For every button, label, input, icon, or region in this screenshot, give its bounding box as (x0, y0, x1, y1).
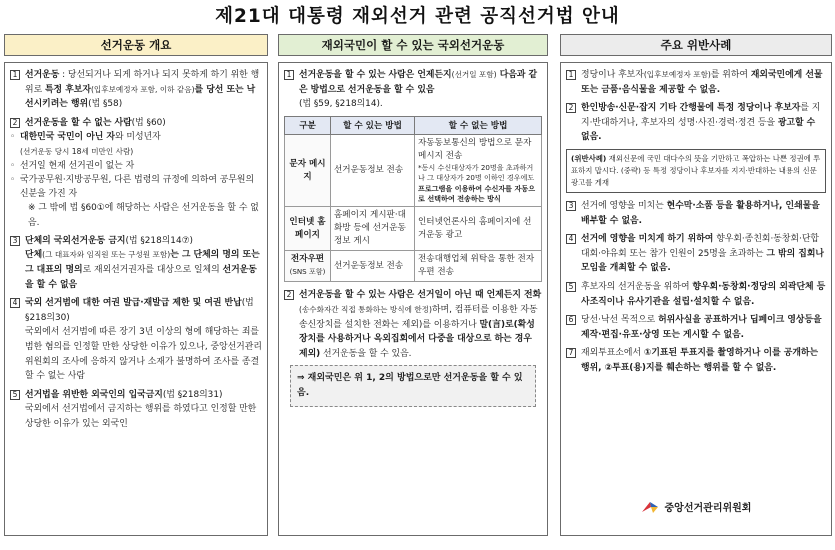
row-allowed: 홈페이지 게시판·대화방 등에 선거운동정보 게시 (331, 207, 415, 251)
item-number: 6 (566, 315, 576, 325)
item-bold: 선거에 영향을 미치게 하기 위하여 (581, 234, 714, 245)
violations-column (560, 34, 832, 536)
item-note: (선거일 포함) (451, 70, 497, 79)
example-text: 재외신문에 국민 대다수의 뜻을 기만하고 폭압하는 나쁜 정권에 투표하지 맙시다. (중략) 등 특정 정당이나 후보자를 지지·반대하는 내용의 신문광고를 게재 (571, 153, 821, 187)
col-not-allowed: 할 수 없는 방법 (415, 116, 542, 134)
item-bold: 허위사실을 공표하거나 딥페이크 영상등을 제작·편집·유포·상영 또는 게시할 수 없음. (581, 315, 822, 340)
allowed-campaign-header: 재외국민이 할 수 있는 국외선거운동 (278, 34, 548, 56)
row-not-allowed-text: 자동동보통신의 방법으로 문자메시지 전송 (418, 137, 532, 161)
row-not-allowed (415, 134, 542, 207)
violation-item-4 (566, 232, 826, 276)
table-header-row (285, 116, 542, 134)
overview-item-4 (10, 296, 262, 384)
item-bold-2: 그 밖의 집회나 모임을 개최할 수 없음. (581, 248, 824, 274)
violation-item-5 (566, 280, 826, 309)
page-title: 제21대 대통령 재외선거 관련 공직선거법 안내 (215, 6, 620, 27)
item-bold-3: 선거운동을 할 수 없음 (25, 264, 257, 290)
violation-item-6 (566, 313, 826, 342)
nec-logo-icon (641, 500, 659, 517)
item-heading: 선거운동을 할 수 없는 사람 (25, 117, 132, 128)
item-number: 2 (284, 290, 294, 300)
item-number: 2 (10, 118, 20, 128)
summary-box: ⇒ 재외국민은 위 1, 2의 방법으로만 선거운동을 할 수 있음. (290, 365, 536, 407)
definition-text: : 당선되거나 되게 하거나 되지 못하게 하기 위한 행위로 (25, 70, 260, 95)
item-text: 향우회·종친회·동창회·단합대회·야유회 또는 참가 인원이 25명을 초과하는 (581, 234, 819, 259)
table-row (285, 134, 542, 207)
item-text: 후보자의 선거운동을 위하여 (581, 281, 693, 292)
item-bold: 말(言)로(확성장치를 사용하거나 옥외집회에서 다중을 대상으로 하는 경우 제외) (299, 319, 535, 359)
violations-header: 주요 위반사례 (560, 34, 832, 56)
row-kind: 인터넷 홈페이지 (285, 207, 331, 251)
row-footnote (418, 163, 538, 205)
item-number: 5 (566, 282, 576, 292)
item-heading-2: 다음과 같은 방법으로 선거운동을 할 수 있음 (299, 70, 538, 95)
bullet-bold: 대한민국 국민이 아닌 자 (20, 132, 116, 143)
bullet-text: 국가공무원·지방공무원, 다른 법령의 규정에 의하여 공무원의 신분을 가진 자 (20, 174, 255, 200)
item-note: (그 대표자와 임직원 또는 구성원 포함) (42, 250, 171, 260)
item-note: (송수화자간 직접 통화하는 방식에 한정) (299, 305, 432, 314)
col-type: 구분 (285, 116, 331, 134)
item-text: 국외에서 선거법에서 금지하는 행위를 하였다고 인정할 만한 상당한 이유가 있는 외국인 (25, 404, 257, 429)
footnote-text: *동시 수신대상자가 20명을 초과하거나 그 대상자가 20명 이하인 경우에도 (418, 162, 535, 183)
item-number: 7 (566, 348, 576, 358)
item-text: 를 지지·반대하거나, 후보자의 성명·사진·경력·정견 등을 (581, 103, 821, 128)
item-number: 1 (10, 70, 20, 80)
footnote-bold: 프로그램을 이용하여 수신자를 자동으로 선택하여 전송하는 방식 (418, 183, 536, 203)
commission-name: 중앙선거관리위원회 (664, 503, 752, 514)
row-kind (285, 251, 331, 282)
item-heading: 선거운동을 할 수 있는 사람은 선거일이 아닌 때 언제든지 전화 (299, 290, 542, 301)
overview-box (4, 62, 268, 536)
row-allowed: 선거운동정보 전송 (331, 251, 415, 282)
item-bold-2: 는 그 단체의 명의 또는 그 대표의 명의 (25, 250, 260, 275)
violation-item-1 (566, 68, 826, 97)
item-text: 당선·낙선 목적으로 (581, 315, 659, 326)
item-bold: 한인방송·신문·잡지 기타 간행물에 특정 정당이나 후보자 (581, 103, 801, 114)
violation-item-7 (566, 346, 826, 375)
item-heading: 선거운동을 할 수 있는 사람은 언제든지 (299, 70, 452, 80)
allowed-campaign-box (278, 62, 548, 536)
law-reference: (법 §218의14⑦) (125, 235, 194, 246)
item-text: 재외투표소에서 (581, 348, 644, 359)
definition-bold-2: 를 당선 또는 낙선시키려는 행위 (25, 84, 256, 110)
law-reference: (법 §59, §218의14). (299, 99, 383, 110)
overview-item-3 (10, 234, 262, 292)
item-text: 하며, 컴퓨터를 이용한 자동 송신장치를 설치한 전화는 제외)를 이용하거나 (299, 305, 538, 330)
overview-item-5 (10, 388, 262, 432)
item-text: 로 재외선거권자를 대상으로 일체의 (82, 264, 223, 275)
definition-bold: 특정 후보자 (44, 84, 91, 95)
bullet-minor-note (10, 145, 262, 159)
example-box (566, 149, 826, 193)
commission-signature (561, 499, 831, 517)
item-heading: 선거법을 위반한 외국인의 입국금지 (25, 389, 163, 400)
item-number: 1 (566, 70, 576, 80)
methods-table (284, 116, 542, 283)
allowed-campaign-column (278, 34, 548, 536)
overview-item-2 (10, 116, 262, 230)
row-allowed: 선거운동정보 전송 (331, 134, 415, 207)
item-bold-2: 광고할 수 없음. (581, 117, 816, 143)
example-label: (위반사례) (571, 153, 607, 163)
law-reference: (법 §60) (131, 117, 166, 128)
overview-item-1 (10, 68, 262, 112)
bullet-foreigner: ◦ 대한민국 국민이 아닌 자와 미성년자 (10, 132, 161, 143)
term-label: 선거운동 (25, 70, 60, 80)
item-bold: 현수막·소품 등을 활용하거나, 인쇄물을 배부할 수 없음. (581, 200, 820, 226)
col-allowed: 할 수 있는 방법 (331, 116, 415, 134)
bullet-no-vote: ◦ 선거일 현재 선거권이 없는 자 (10, 160, 135, 171)
bullet-official: ◦ 국가공무원·지방공무원, 다른 법령의 규정에 의하여 공무원의 신분을 가진 자 (10, 174, 255, 200)
law-reference: (법 §58) (88, 99, 123, 110)
item-bold: 재외국민에게 선물 또는 금품·음식물을 제공할 수 없음. (581, 70, 823, 95)
item-number: 4 (566, 234, 576, 244)
bullet-text: 선거일 현재 선거권이 없는 자 (20, 160, 135, 171)
item-number: 4 (10, 298, 20, 308)
overview-column (4, 34, 268, 536)
item-note: (입후보예정자 포함) (643, 70, 711, 79)
table-row (285, 251, 542, 282)
item-text-2: 선거운동을 할 수 있음. (320, 348, 412, 359)
law-reference: (법 §218의30) (25, 298, 254, 323)
violation-item-3 (566, 199, 826, 228)
row-kind-sub: (SNS 포함) (289, 267, 326, 277)
allowed-item-2 (284, 288, 542, 361)
item-number: 5 (10, 390, 20, 400)
item-bold: 향우회·동창회·정당의 외곽단체 등 사조직이나 유사기관을 설립·설치할 수 없음. (581, 281, 826, 307)
bullet-text: 와 미성년자 (115, 132, 161, 143)
table-row (285, 207, 542, 251)
item-bold: ①기표된 투표지를 촬영하거나 이를 공개하는 행위, ②투표(용)지를 훼손하는 행위를 할 수 없음. (581, 348, 819, 373)
item-number: 3 (566, 201, 576, 211)
item-text-2: 를 위하여 (710, 70, 751, 80)
item-text: 국외에서 선거범에 따른 장기 3년 이상의 형에 해당하는 죄를 범한 혐의를 인정할 만한 상당한 이유가 있으나, 중앙선거관리위원회의 조사에 응하지 않거나 소재가 불명하여 조사를 종결할 수 없는 사람 (25, 327, 262, 382)
item-heading: 국외 선거범에 대한 여권 발급·재발급 제한 및 여권 반납 (25, 298, 242, 309)
row-not-allowed: 인터넷언론사의 홈페이지에 선거운동 광고 (415, 207, 542, 251)
violation-item-2 (566, 101, 826, 145)
row-kind-label: 전자우편 (290, 254, 325, 265)
bullet-note: (선거운동 당시 18세 미만인 사람) (20, 146, 134, 156)
item-number: 1 (284, 70, 294, 80)
row-kind: 문자 메시지 (285, 134, 331, 207)
allowed-item-1 (284, 68, 542, 112)
overview-header: 선거운동 개요 (4, 34, 268, 56)
item-heading: 단체의 국외선거운동 금지 (25, 235, 126, 246)
item-text: 정당이나 후보자 (581, 70, 644, 80)
law-reference: (법 §218의31) (162, 389, 223, 400)
bullet-other (16, 201, 262, 229)
item-text: 선거에 영향을 미치는 (581, 200, 667, 211)
item-number: 3 (10, 236, 20, 246)
item-bold: 단체 (25, 250, 43, 261)
violations-box (560, 62, 832, 536)
bullet-text: ※ 그 밖에 법 §60①에 해당하는 사람은 선거운동을 할 수 없음. (28, 203, 259, 228)
item-number: 2 (566, 103, 576, 113)
row-not-allowed: 전송대행업체 위탁을 통한 전자우편 전송 (415, 251, 542, 282)
definition-note: (입후보예정자 포함, 이하 같음) (90, 84, 195, 94)
